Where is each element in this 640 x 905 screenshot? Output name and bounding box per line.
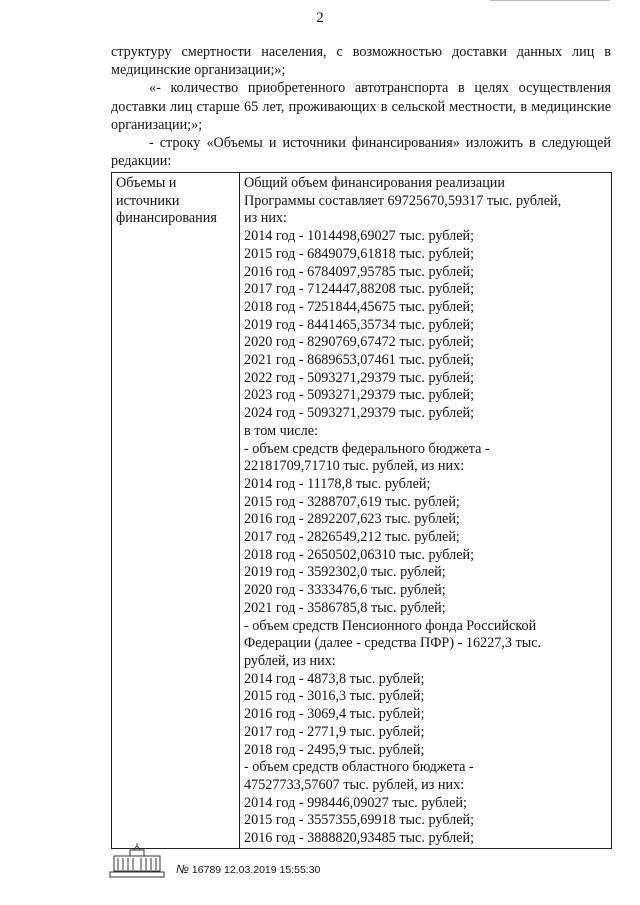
table-content-cell (240, 173, 612, 849)
content-line: 2020 год - 3333476,6 тыс. рублей; (244, 582, 446, 599)
content-line: 2014 год - 11178,8 тыс. рублей; (244, 475, 431, 492)
content-line: 2018 год - 2495,9 тыс. рублей; (244, 741, 425, 758)
content-line: 2020 год - 8290769,67472 тыс. рублей; (244, 334, 475, 351)
content-line: Федерации (далее - средства ПФР) - 16227,3 тыс. (244, 635, 542, 652)
content-line: 2017 год - 7124447,88208 тыс. рублей; (244, 281, 475, 298)
content-line: 2022 год - 5093271,29379 тыс. рублей; (244, 369, 475, 386)
content-line: 2021 год - 8689653,07461 тыс. рублей; (244, 352, 475, 369)
content-line: 2015 год - 3557355,69918 тыс. рублей; (244, 812, 475, 829)
content-line: Общий объем финансирования реализации (244, 175, 505, 191)
table-label-cell (112, 173, 240, 849)
government-building-logo-icon (108, 842, 166, 878)
content-line: 2023 год - 5093271,29379 тыс. рублей; (244, 387, 475, 404)
content-line: 2019 год - 3592302,0 тыс. рублей; (244, 564, 446, 581)
content-line: в том числе: (244, 422, 318, 439)
content-line: 2016 год - 6784097,95785 тыс. рублей; (244, 263, 475, 280)
content-line: 2017 год - 2826549,212 тыс. рублей; (244, 529, 460, 546)
content-line: - объем средств Пенсионного фонда Российской (244, 617, 537, 634)
content-line: 2015 год - 6849079,61818 тыс. рублей; (244, 245, 475, 262)
content-line: 2016 год - 3888820,93485 тыс. рублей; (244, 830, 475, 847)
financing-table (111, 172, 612, 849)
registration-number-and-date: 16789 12.03.2019 15:55:30 (191, 864, 321, 876)
content-line: 22181709,71710 тыс. рублей, из них: (244, 458, 465, 475)
content-line: 2021 год - 3586785,8 тыс. рублей; (244, 599, 446, 616)
content-line: 47527733,57607 тыс. рублей, из них: (244, 776, 465, 793)
intro-paragraph-1: структуру смертности населения, с возможностью доставки данных лиц в медицинские организации;»; (111, 44, 611, 79)
label-line: Объемы и (116, 175, 177, 191)
content-line: - объем средств федерального бюджета - (244, 440, 490, 457)
content-line: 2014 год - 1014498,69027 тыс. рублей; (244, 228, 475, 245)
intro-text (111, 43, 611, 170)
content-line: 2014 год - 998446,09027 тыс. рублей; (244, 794, 467, 811)
content-line: 2017 год - 2771,9 тыс. рублей; (244, 723, 425, 740)
intro-paragraph-2: «- количество приобретенного автотранспорта в целях осуществления доставки лиц старше 65 лет, проживающих в сельской местности, в медицинские организации;»; (111, 80, 611, 133)
content-line: 2018 год - 2650502,06310 тыс. рублей; (244, 546, 475, 563)
content-line: 2015 год - 3288707,619 тыс. рублей; (244, 493, 460, 510)
document-registration-code (176, 862, 320, 876)
content-line: из них: (244, 210, 287, 227)
label-line: финансирования (116, 210, 217, 227)
content-line: 2014 год - 4873,8 тыс. рублей; (244, 670, 425, 687)
content-line: 2018 год - 7251844,45675 тыс. рублей; (244, 298, 475, 315)
intro-paragraph-3: - строку «Объемы и источники финансирования» изложить в следующей редакции: (111, 135, 611, 170)
content-line: 2016 год - 2892207,623 тыс. рублей; (244, 511, 460, 528)
content-line: 2016 год - 3069,4 тыс. рублей; (244, 706, 425, 723)
number-sign: № (176, 862, 189, 876)
content-line: рублей, из них: (244, 652, 336, 669)
content-line: 2024 год - 5093271,29379 тыс. рублей; (244, 405, 475, 422)
content-line: 2019 год - 8441465,35734 тыс. рублей; (244, 316, 475, 333)
document-footer (108, 842, 320, 878)
content-line: - объем средств областного бюджета - (244, 759, 474, 776)
label-line: источники (116, 192, 180, 209)
content-line: Программы составляет 69725670,59317 тыс. рублей, (244, 192, 562, 209)
page-number: 2 (316, 10, 324, 26)
scan-edge-mark (490, 0, 610, 7)
content-line: 2015 год - 3016,3 тыс. рублей; (244, 688, 425, 705)
table-row (112, 173, 612, 849)
